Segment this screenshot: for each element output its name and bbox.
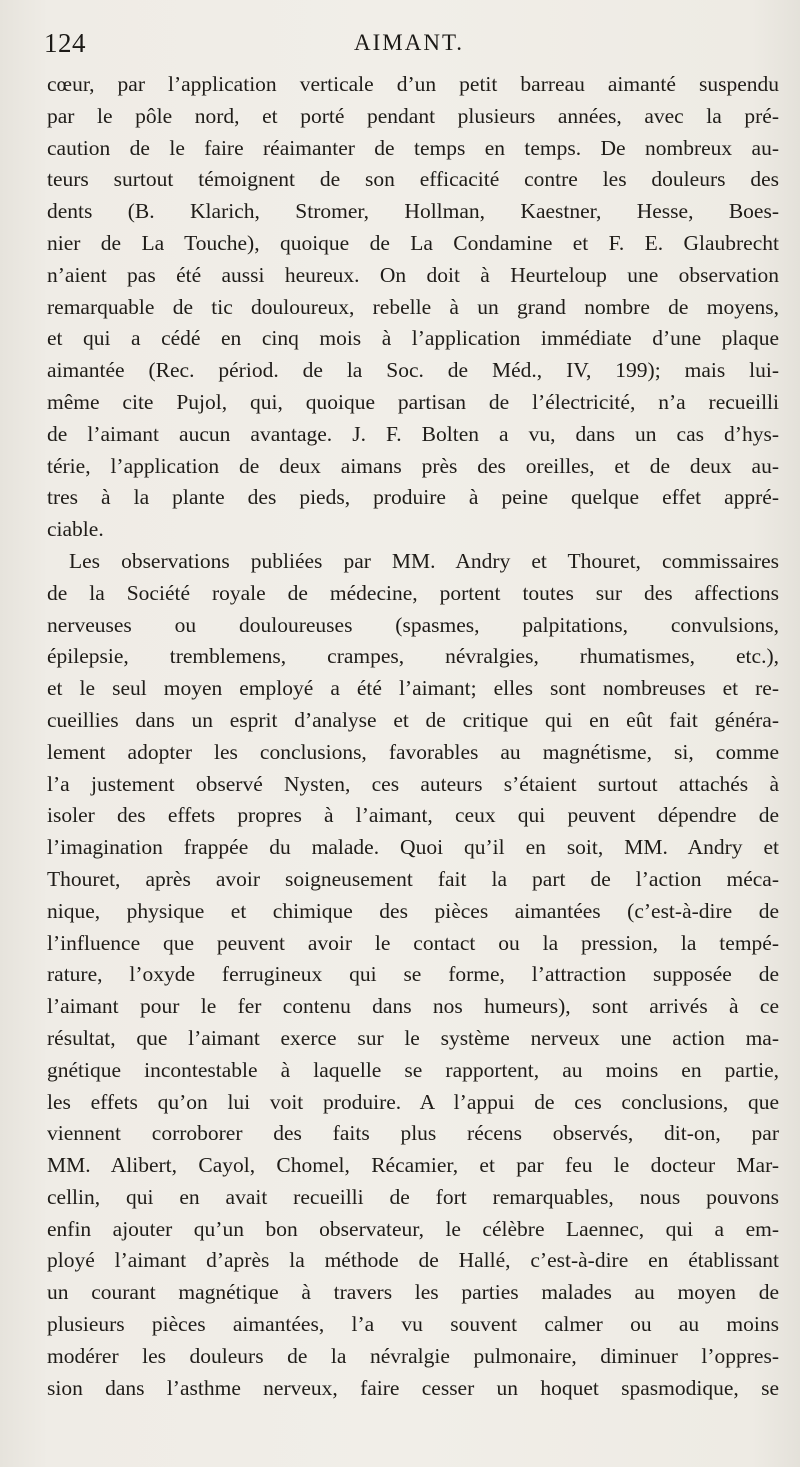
text-line: et qui a cédé en cinq mois à l’application immédiate d’une plaque bbox=[47, 326, 779, 351]
text-line: cœur, par l’application verticale d’un petit barreau aimanté suspendu bbox=[47, 72, 779, 96]
text-line: lement adopter les conclusions, favorables au magnétisme, si, comme bbox=[47, 739, 779, 764]
body-text bbox=[47, 69, 779, 1404]
text-line: ployé l’aimant d’après la méthode de Hallé, c’est-à-dire en établissant bbox=[47, 1248, 779, 1273]
text-line: viennent corroborer des faits plus récens observés, dit-on, par bbox=[47, 1121, 779, 1146]
text-line: nique, physique et chimique des pièces aimantées (c’est-à-dire de bbox=[47, 898, 779, 923]
text-line: de la Société royale de médecine, portent toutes sur des affections bbox=[47, 580, 779, 605]
text-line: MM. Alibert, Cayol, Chomel, Récamier, et par feu le docteur Mar- bbox=[47, 1153, 779, 1178]
text-line: de l’aimant aucun avantage. J. F. Bolten a vu, dans un cas d’hys- bbox=[47, 421, 779, 446]
page-number: 124 bbox=[44, 28, 86, 58]
text-line: aimantée (Rec. périod. de la Soc. de Méd., IV, 199); mais lui- bbox=[47, 358, 779, 383]
text-line: l’a justement observé Nysten, ces auteurs s’étaient surtout attachés à bbox=[47, 771, 779, 796]
text-line: gnétique incontestable à laquelle se rapportent, au moins en partie, bbox=[47, 1057, 779, 1082]
paragraph-end-line: ciable. bbox=[47, 517, 104, 542]
text-line: n’aient pas été aussi heureux. On doit à Heurteloup une observation bbox=[47, 262, 779, 287]
text-line: un courant magnétique à travers les parties malades au moyen de bbox=[47, 1280, 779, 1305]
text-line: l’influence que peuvent avoir le contact ou la pression, la tempé- bbox=[47, 930, 779, 955]
text-line: nier de La Touche), quoique de La Condamine et F. E. Glaubrecht bbox=[47, 230, 779, 255]
text-line: cellin, qui en avait recueilli de fort remarquables, nous pouvons bbox=[47, 1184, 779, 1209]
text-line: résultat, que l’aimant exerce sur le système nerveux une action ma- bbox=[47, 1025, 779, 1050]
text-line: même cite Pujol, qui, quoique partisan de l’électricité, n’a recueilli bbox=[47, 389, 779, 414]
text-line: térie, l’application de deux aimans près des oreilles, et de deux au- bbox=[47, 453, 779, 478]
text-line: tres à la plante des pieds, produire à peine quelque effet appré- bbox=[47, 485, 779, 510]
text-line: sion dans l’asthme nerveux, faire cesser un hoquet spasmodique, se bbox=[47, 1375, 779, 1400]
running-head bbox=[44, 28, 784, 58]
text-line: teurs surtout témoignent de son efficacité contre les douleurs des bbox=[47, 167, 779, 192]
page-title: AIMANT. bbox=[354, 30, 465, 55]
text-line: par le pôle nord, et porté pendant plusieurs années, avec la pré- bbox=[47, 103, 779, 128]
text-line: l’aimant pour le fer contenu dans nos humeurs), sont arrivés à ce bbox=[47, 994, 779, 1019]
text-line: Thouret, après avoir soigneusement fait la part de l’action méca- bbox=[47, 866, 779, 891]
text-line: les effets qu’on lui voit produire. A l’appui de ces conclusions, que bbox=[47, 1089, 779, 1114]
text-line: dents (B. Klarich, Stromer, Hollman, Kaestner, Hesse, Boes- bbox=[47, 199, 779, 224]
text-line: remarquable de tic douloureux, rebelle à un grand nombre de moyens, bbox=[47, 294, 779, 319]
text-line: épilepsie, tremblemens, crampes, névralgies, rhumatismes, etc.), bbox=[47, 644, 779, 669]
text-line: enfin ajouter qu’un bon observateur, le célèbre Laennec, qui a em- bbox=[47, 1216, 779, 1241]
text-line: plusieurs pièces aimantées, l’a vu souvent calmer ou au moins bbox=[47, 1312, 779, 1337]
text-line: modérer les douleurs de la névralgie pulmonaire, diminuer l’oppres- bbox=[47, 1343, 779, 1368]
text-line: isoler des effets propres à l’aimant, ceux qui peuvent dépendre de bbox=[47, 803, 779, 828]
text-line: l’imagination frappée du malade. Quoi qu’il en soit, MM. Andry et bbox=[47, 835, 779, 860]
text-line: rature, l’oxyde ferrugineux qui se forme, l’attraction supposée de bbox=[47, 962, 779, 987]
paragraph-start-line: Les observations publiées par MM. Andry et Thouret, commissaires bbox=[69, 548, 779, 573]
text-line: cueillies dans un esprit d’analyse et de critique qui en eût fait généra- bbox=[47, 707, 779, 732]
text-line: et le seul moyen employé a été l’aimant; elles sont nombreuses et re- bbox=[47, 676, 779, 701]
text-line: caution de le faire réaimanter de temps en temps. De nombreux au- bbox=[47, 135, 779, 160]
text-line: nerveuses ou douloureuses (spasmes, palpitations, convulsions, bbox=[47, 612, 779, 637]
